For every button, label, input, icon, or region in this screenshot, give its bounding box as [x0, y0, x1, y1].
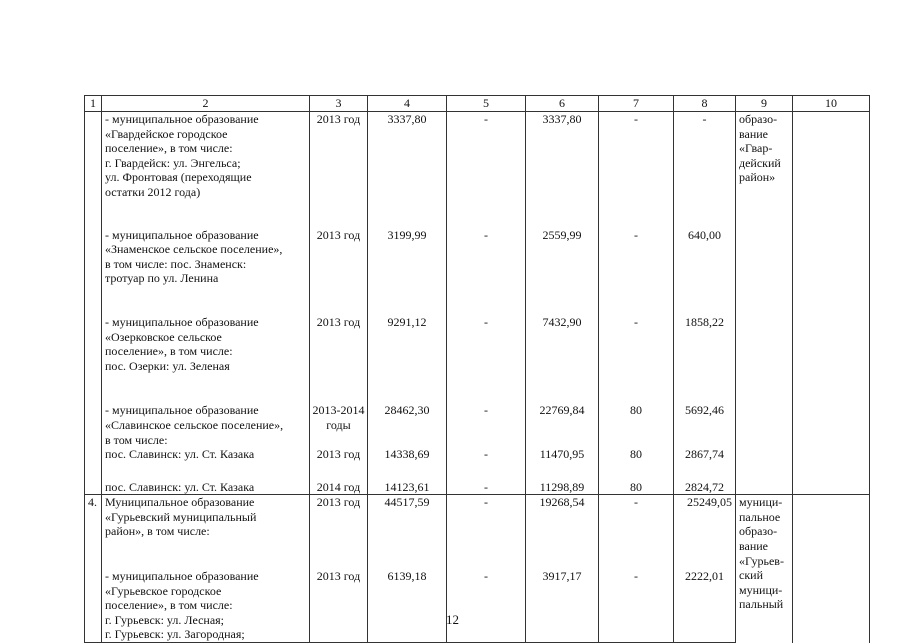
- page-number: 12: [446, 612, 459, 627]
- col-header-8: 8: [674, 96, 736, 112]
- row-col6: 22769,84: [526, 403, 599, 447]
- row-total: 9291,12: [368, 315, 447, 403]
- row-col6: 11470,95: [526, 447, 599, 480]
- row-col5: -: [447, 447, 526, 480]
- row-period: 2014 год: [310, 480, 368, 495]
- row-total: 14338,69: [368, 447, 447, 480]
- row-col5: -: [447, 480, 526, 495]
- budget-table: [84, 95, 870, 643]
- column-number-header: [85, 96, 870, 112]
- row-total: 44517,59: [368, 495, 447, 569]
- row-description: - муниципальное образование «Знаменское сельское поселение», в том числе: пос. Знаменск: тротуар по ул. Ленина: [102, 228, 310, 315]
- row-col7: -: [599, 315, 674, 403]
- row-period: 2013 год: [310, 495, 368, 569]
- row-col7: 80: [599, 403, 674, 447]
- col-header-6: 6: [526, 96, 599, 112]
- row-total: 14123,61: [368, 480, 447, 495]
- row-col8: 2867,74: [674, 447, 736, 480]
- col-header-9: 9: [736, 96, 793, 112]
- table-row: [85, 495, 870, 569]
- row-col8: 2222,01: [674, 569, 736, 642]
- col10-cell: [793, 112, 870, 495]
- row-col5: -: [447, 403, 526, 447]
- row-col5: -: [447, 228, 526, 315]
- row-number: [85, 447, 102, 480]
- col-header-4: 4: [368, 96, 447, 112]
- row-description: - муниципальное образование «Гурьевское городское поселение», в том числе: г. Гурьевск: ул. Лесная; г. Гурьевск: ул. Загородная;: [102, 569, 310, 642]
- row-col5: -: [447, 495, 526, 569]
- row-col5: -: [447, 315, 526, 403]
- col-header-10: 10: [793, 96, 870, 112]
- row-col6: 19268,54: [526, 495, 599, 569]
- row-col8: 640,00: [674, 228, 736, 315]
- row-period: 2013 год: [310, 228, 368, 315]
- row-description: - муниципальное образование «Славинское сельское поселение», в том числе:: [102, 403, 310, 447]
- responsible-entity-1: образо- вание «Гвар- дейский район»: [736, 112, 793, 495]
- row-description: - муниципальное образование «Озерковское сельское поселение», в том числе: пос. Озерки: ул. Зеленая: [102, 315, 310, 403]
- row-description: Муниципальное образование «Гурьевский муниципальный район», в том числе:: [102, 495, 310, 569]
- table-row: [85, 112, 870, 228]
- row-col7: 80: [599, 480, 674, 495]
- row-col8: 25249,05: [674, 495, 736, 569]
- row-col5: -: [447, 569, 526, 642]
- row-col6: 3337,80: [526, 112, 599, 228]
- col-header-2: 2: [102, 96, 310, 112]
- row-number: 4.: [85, 495, 102, 569]
- row-total: 6139,18: [368, 569, 447, 642]
- row-total: 28462,30: [368, 403, 447, 447]
- responsible-entity-2: муници- пальное образо- вание «Гурьев- ский муници- пальный: [736, 495, 793, 643]
- row-col8: 5692,46: [674, 403, 736, 447]
- col-header-5: 5: [447, 96, 526, 112]
- row-col7: -: [599, 495, 674, 569]
- row-col6: 2559,99: [526, 228, 599, 315]
- row-number: [85, 569, 102, 642]
- row-description: - муниципальное образование «Гвардейское городское поселение», в том числе: г. Гвардейск: ул. Энгельса; ул. Фронтовая (переходящие остатки 2012 года): [102, 112, 310, 228]
- row-col7: 80: [599, 447, 674, 480]
- row-period: 2013 год: [310, 447, 368, 480]
- col-header-7: 7: [599, 96, 674, 112]
- row-period: 2013 год: [310, 315, 368, 403]
- row-period: 2013 год: [310, 112, 368, 228]
- col-header-3: 3: [310, 96, 368, 112]
- row-total: 3337,80: [368, 112, 447, 228]
- row-col7: -: [599, 112, 674, 228]
- row-col6: 11298,89: [526, 480, 599, 495]
- row-col8: 1858,22: [674, 315, 736, 403]
- row-col7: -: [599, 228, 674, 315]
- row-col8: 2824,72: [674, 480, 736, 495]
- row-description: пос. Славинск: ул. Ст. Казака: [102, 480, 310, 495]
- col-header-1: 1: [85, 96, 102, 112]
- row-number: [85, 315, 102, 403]
- row-period: 2013 год: [310, 569, 368, 642]
- row-col8: -: [674, 112, 736, 228]
- row-number: [85, 403, 102, 447]
- row-col6: 7432,90: [526, 315, 599, 403]
- row-number: [85, 112, 102, 228]
- row-col5: -: [447, 112, 526, 228]
- row-col6: 3917,17: [526, 569, 599, 642]
- row-description: пос. Славинск: ул. Ст. Казака: [102, 447, 310, 480]
- row-period: 2013-2014 годы: [310, 403, 368, 447]
- row-total: 3199,99: [368, 228, 447, 315]
- row-number: [85, 228, 102, 315]
- row-col7: -: [599, 569, 674, 642]
- row-number: [85, 480, 102, 495]
